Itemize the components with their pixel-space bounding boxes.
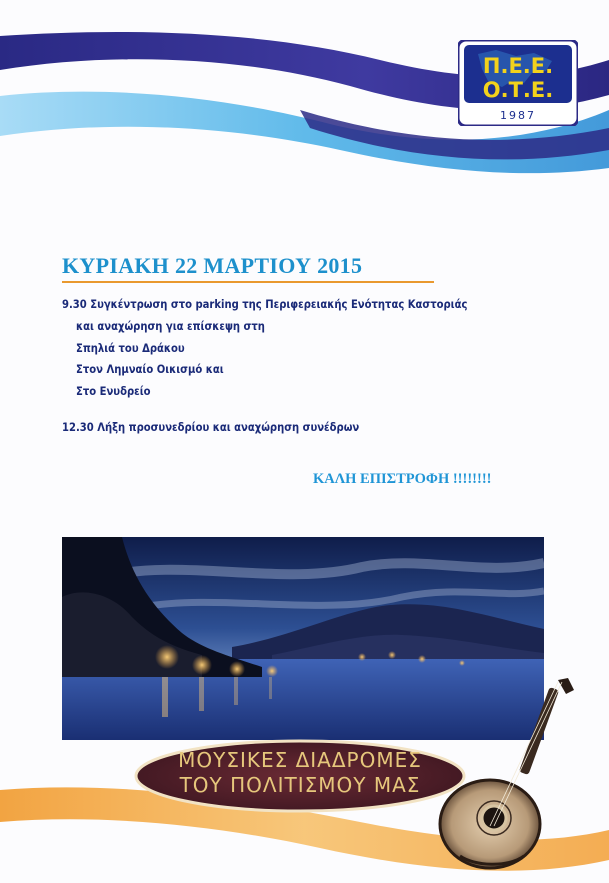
program-line: και αναχώρηση για επίσκεψη στη	[76, 319, 265, 333]
logo-line2: Ο.Τ.Ε.	[482, 78, 554, 102]
program-line: 12.30 Λήξη προσυνεδρίου και αναχώρηση συνέδρων	[62, 420, 360, 434]
banner-line2: ΤΟΥ ΠΟΛΙΤΙΣΜΟΥ ΜΑΣ	[179, 773, 421, 797]
pee-ote-logo	[458, 40, 578, 126]
program-line: 9.30 Συγκέντρωση στο parking της Περιφερειακής Ενότητας Καστοριάς	[62, 297, 468, 311]
program-line: Στον Λημναίο Οικισμό και	[76, 362, 224, 376]
greece-map-emblem-icon	[458, 40, 578, 126]
banner-line1: ΜΟΥΣΙΚΕΣ ΔΙΑΔΡΟΜΕΣ	[178, 748, 422, 772]
logo-line1: Π.Ε.Ε.	[482, 54, 554, 78]
banner-text	[132, 748, 468, 798]
day-title: ΚΥΡΙΑΚΗ 22 ΜΑΡΤΙΟΥ 2015	[62, 253, 363, 278]
program-line: Σπηλιά του Δράκου	[76, 341, 185, 355]
title-underline	[62, 281, 434, 283]
farewell-text: ΚΑΛΗ ΕΠΙΣΤΡΟΦΗ !!!!!!!!	[313, 471, 492, 487]
program-line: Στο Ενυδρείο	[76, 384, 151, 398]
bouzouki-icon	[430, 676, 590, 876]
logo-year: 1987	[500, 109, 536, 122]
